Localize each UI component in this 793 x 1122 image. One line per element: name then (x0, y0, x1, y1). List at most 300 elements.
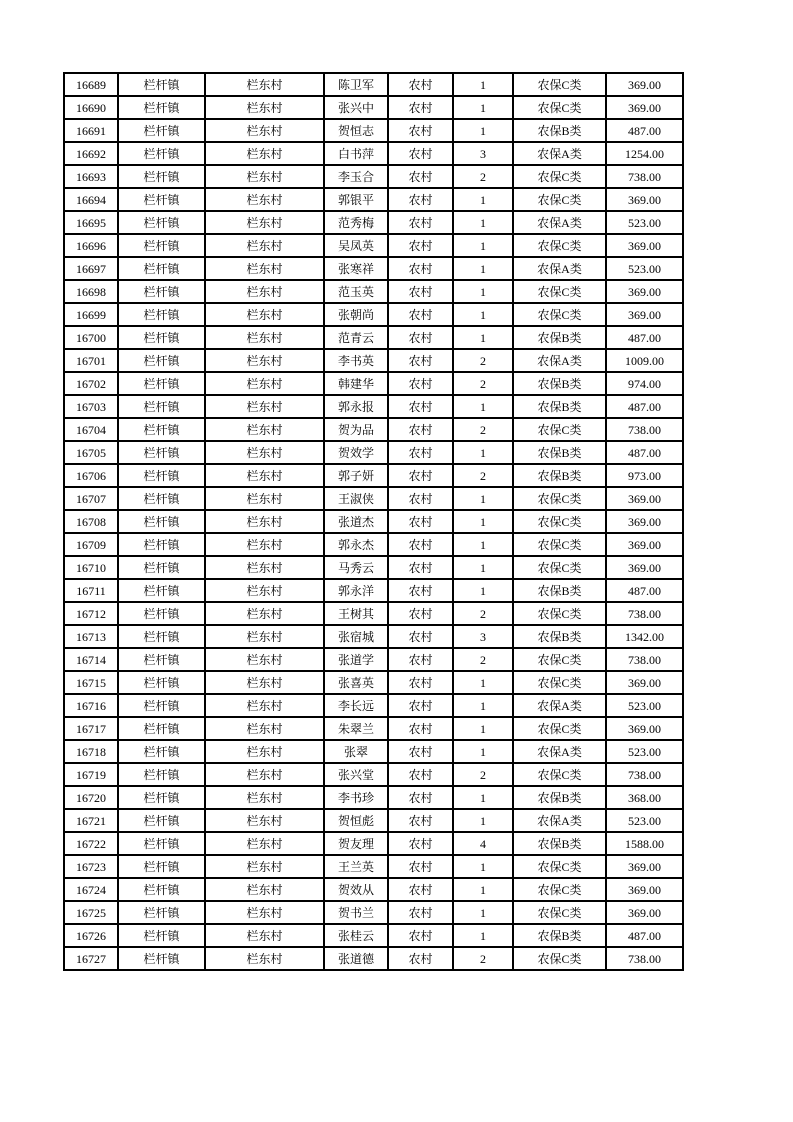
cell-name: 贺书兰 (324, 901, 388, 924)
cell-serial: 16722 (64, 832, 118, 855)
cell-amount: 738.00 (606, 947, 683, 970)
cell-village: 栏东村 (205, 372, 324, 395)
cell-area-type: 农村 (388, 786, 453, 809)
cell-person-count: 1 (453, 579, 513, 602)
cell-insurance-category: 农保C类 (513, 947, 606, 970)
cell-amount: 523.00 (606, 740, 683, 763)
cell-insurance-category: 农保C类 (513, 901, 606, 924)
cell-amount: 487.00 (606, 441, 683, 464)
cell-area-type: 农村 (388, 901, 453, 924)
cell-person-count: 1 (453, 924, 513, 947)
table-row (64, 119, 683, 142)
cell-town: 栏杆镇 (118, 533, 205, 556)
cell-amount: 1009.00 (606, 349, 683, 372)
cell-amount: 738.00 (606, 602, 683, 625)
cell-name: 郭子妍 (324, 464, 388, 487)
cell-serial: 16715 (64, 671, 118, 694)
table-row (64, 234, 683, 257)
cell-name: 朱翠兰 (324, 717, 388, 740)
cell-area-type: 农村 (388, 648, 453, 671)
cell-area-type: 农村 (388, 694, 453, 717)
cell-amount: 738.00 (606, 648, 683, 671)
cell-amount: 369.00 (606, 96, 683, 119)
cell-amount: 1342.00 (606, 625, 683, 648)
cell-village: 栏东村 (205, 234, 324, 257)
cell-person-count: 4 (453, 832, 513, 855)
cell-village: 栏东村 (205, 464, 324, 487)
cell-serial: 16724 (64, 878, 118, 901)
cell-village: 栏东村 (205, 717, 324, 740)
cell-village: 栏东村 (205, 533, 324, 556)
cell-person-count: 1 (453, 257, 513, 280)
table-row (64, 188, 683, 211)
cell-town: 栏杆镇 (118, 372, 205, 395)
table-row (64, 947, 683, 970)
cell-village: 栏东村 (205, 487, 324, 510)
cell-area-type: 农村 (388, 142, 453, 165)
cell-area-type: 农村 (388, 855, 453, 878)
cell-name: 贺恒志 (324, 119, 388, 142)
cell-person-count: 1 (453, 188, 513, 211)
cell-name: 贺效从 (324, 878, 388, 901)
table-row (64, 280, 683, 303)
cell-person-count: 3 (453, 142, 513, 165)
cell-area-type: 农村 (388, 625, 453, 648)
cell-person-count: 2 (453, 947, 513, 970)
cell-village: 栏东村 (205, 878, 324, 901)
cell-town: 栏杆镇 (118, 786, 205, 809)
cell-town: 栏杆镇 (118, 947, 205, 970)
table-row (64, 763, 683, 786)
cell-village: 栏东村 (205, 441, 324, 464)
cell-name: 王淑侠 (324, 487, 388, 510)
cell-village: 栏东村 (205, 740, 324, 763)
cell-name: 张桂云 (324, 924, 388, 947)
cell-insurance-category: 农保A类 (513, 257, 606, 280)
cell-serial: 16725 (64, 901, 118, 924)
cell-amount: 369.00 (606, 188, 683, 211)
cell-insurance-category: 农保A类 (513, 740, 606, 763)
cell-area-type: 农村 (388, 303, 453, 326)
table-row (64, 257, 683, 280)
cell-town: 栏杆镇 (118, 303, 205, 326)
cell-insurance-category: 农保B类 (513, 924, 606, 947)
cell-amount: 369.00 (606, 671, 683, 694)
cell-area-type: 农村 (388, 349, 453, 372)
cell-insurance-category: 农保B类 (513, 625, 606, 648)
table-row (64, 901, 683, 924)
cell-town: 栏杆镇 (118, 73, 205, 96)
cell-serial: 16713 (64, 625, 118, 648)
cell-serial: 16710 (64, 556, 118, 579)
cell-amount: 369.00 (606, 510, 683, 533)
cell-serial: 16700 (64, 326, 118, 349)
cell-area-type: 农村 (388, 510, 453, 533)
cell-name: 吴凤英 (324, 234, 388, 257)
table-row (64, 924, 683, 947)
cell-town: 栏杆镇 (118, 510, 205, 533)
cell-insurance-category: 农保C类 (513, 73, 606, 96)
cell-name: 李长远 (324, 694, 388, 717)
cell-amount: 369.00 (606, 487, 683, 510)
cell-area-type: 农村 (388, 96, 453, 119)
cell-serial: 16723 (64, 855, 118, 878)
cell-town: 栏杆镇 (118, 694, 205, 717)
cell-name: 李玉合 (324, 165, 388, 188)
cell-serial: 16691 (64, 119, 118, 142)
cell-person-count: 1 (453, 671, 513, 694)
cell-area-type: 农村 (388, 441, 453, 464)
cell-town: 栏杆镇 (118, 556, 205, 579)
cell-town: 栏杆镇 (118, 188, 205, 211)
cell-town: 栏杆镇 (118, 464, 205, 487)
cell-name: 张兴中 (324, 96, 388, 119)
cell-amount: 523.00 (606, 694, 683, 717)
cell-serial: 16697 (64, 257, 118, 280)
cell-insurance-category: 农保C类 (513, 487, 606, 510)
table-row (64, 717, 683, 740)
cell-serial: 16708 (64, 510, 118, 533)
cell-person-count: 2 (453, 165, 513, 188)
cell-serial: 16706 (64, 464, 118, 487)
cell-town: 栏杆镇 (118, 809, 205, 832)
cell-town: 栏杆镇 (118, 625, 205, 648)
cell-area-type: 农村 (388, 395, 453, 418)
cell-amount: 738.00 (606, 418, 683, 441)
table-row (64, 740, 683, 763)
cell-serial: 16689 (64, 73, 118, 96)
cell-person-count: 1 (453, 441, 513, 464)
cell-serial: 16704 (64, 418, 118, 441)
cell-village: 栏东村 (205, 142, 324, 165)
cell-person-count: 1 (453, 395, 513, 418)
cell-name: 张翠 (324, 740, 388, 763)
cell-area-type: 农村 (388, 947, 453, 970)
table-body (64, 73, 683, 970)
cell-insurance-category: 农保C类 (513, 556, 606, 579)
cell-insurance-category: 农保C类 (513, 717, 606, 740)
cell-village: 栏东村 (205, 349, 324, 372)
cell-village: 栏东村 (205, 671, 324, 694)
cell-town: 栏杆镇 (118, 96, 205, 119)
cell-name: 张道学 (324, 648, 388, 671)
cell-village: 栏东村 (205, 648, 324, 671)
cell-person-count: 3 (453, 625, 513, 648)
table-row (64, 671, 683, 694)
cell-name: 张道杰 (324, 510, 388, 533)
cell-person-count: 1 (453, 809, 513, 832)
cell-person-count: 1 (453, 326, 513, 349)
cell-name: 张喜英 (324, 671, 388, 694)
cell-area-type: 农村 (388, 188, 453, 211)
cell-person-count: 1 (453, 855, 513, 878)
cell-area-type: 农村 (388, 73, 453, 96)
cell-area-type: 农村 (388, 165, 453, 188)
cell-serial: 16696 (64, 234, 118, 257)
cell-area-type: 农村 (388, 832, 453, 855)
cell-insurance-category: 农保C类 (513, 648, 606, 671)
cell-insurance-category: 农保A类 (513, 211, 606, 234)
cell-insurance-category: 农保B类 (513, 579, 606, 602)
cell-name: 张寒祥 (324, 257, 388, 280)
cell-area-type: 农村 (388, 487, 453, 510)
cell-name: 白书萍 (324, 142, 388, 165)
cell-village: 栏东村 (205, 786, 324, 809)
table-row (64, 832, 683, 855)
cell-town: 栏杆镇 (118, 602, 205, 625)
cell-person-count: 1 (453, 740, 513, 763)
cell-amount: 1254.00 (606, 142, 683, 165)
cell-name: 张道德 (324, 947, 388, 970)
cell-amount: 369.00 (606, 855, 683, 878)
cell-insurance-category: 农保B类 (513, 441, 606, 464)
cell-person-count: 1 (453, 533, 513, 556)
cell-person-count: 1 (453, 211, 513, 234)
cell-area-type: 农村 (388, 671, 453, 694)
cell-insurance-category: 农保B类 (513, 372, 606, 395)
cell-village: 栏东村 (205, 257, 324, 280)
cell-insurance-category: 农保A类 (513, 349, 606, 372)
cell-insurance-category: 农保C类 (513, 533, 606, 556)
cell-town: 栏杆镇 (118, 855, 205, 878)
table-row (64, 349, 683, 372)
cell-name: 张兴堂 (324, 763, 388, 786)
cell-serial: 16718 (64, 740, 118, 763)
cell-person-count: 1 (453, 878, 513, 901)
cell-name: 范青云 (324, 326, 388, 349)
cell-serial: 16695 (64, 211, 118, 234)
cell-insurance-category: 农保C类 (513, 602, 606, 625)
cell-name: 韩建华 (324, 372, 388, 395)
table-row (64, 96, 683, 119)
cell-serial: 16692 (64, 142, 118, 165)
cell-person-count: 1 (453, 487, 513, 510)
cell-person-count: 2 (453, 464, 513, 487)
cell-serial: 16698 (64, 280, 118, 303)
cell-person-count: 1 (453, 303, 513, 326)
cell-area-type: 农村 (388, 602, 453, 625)
cell-amount: 369.00 (606, 234, 683, 257)
cell-town: 栏杆镇 (118, 395, 205, 418)
cell-name: 张宿城 (324, 625, 388, 648)
cell-name: 贺友理 (324, 832, 388, 855)
cell-person-count: 2 (453, 349, 513, 372)
cell-insurance-category: 农保C类 (513, 510, 606, 533)
cell-insurance-category: 农保C类 (513, 855, 606, 878)
cell-serial: 16690 (64, 96, 118, 119)
cell-name: 郭永杰 (324, 533, 388, 556)
table-row (64, 395, 683, 418)
cell-name: 王兰英 (324, 855, 388, 878)
cell-village: 栏东村 (205, 901, 324, 924)
cell-area-type: 农村 (388, 924, 453, 947)
cell-insurance-category: 农保C类 (513, 671, 606, 694)
cell-village: 栏东村 (205, 418, 324, 441)
cell-village: 栏东村 (205, 556, 324, 579)
cell-name: 李书英 (324, 349, 388, 372)
cell-area-type: 农村 (388, 533, 453, 556)
cell-village: 栏东村 (205, 96, 324, 119)
cell-village: 栏东村 (205, 326, 324, 349)
cell-insurance-category: 农保B类 (513, 395, 606, 418)
cell-amount: 974.00 (606, 372, 683, 395)
table-row (64, 73, 683, 96)
cell-area-type: 农村 (388, 763, 453, 786)
cell-village: 栏东村 (205, 280, 324, 303)
cell-amount: 523.00 (606, 257, 683, 280)
cell-name: 王树其 (324, 602, 388, 625)
cell-town: 栏杆镇 (118, 165, 205, 188)
cell-person-count: 1 (453, 556, 513, 579)
cell-person-count: 2 (453, 763, 513, 786)
cell-name: 郭银平 (324, 188, 388, 211)
cell-area-type: 农村 (388, 280, 453, 303)
table-row (64, 211, 683, 234)
cell-insurance-category: 农保B类 (513, 832, 606, 855)
cell-area-type: 农村 (388, 740, 453, 763)
table-row (64, 694, 683, 717)
cell-serial: 16693 (64, 165, 118, 188)
cell-person-count: 1 (453, 73, 513, 96)
cell-insurance-category: 农保C类 (513, 165, 606, 188)
cell-town: 栏杆镇 (118, 142, 205, 165)
cell-insurance-category: 农保A类 (513, 694, 606, 717)
cell-village: 栏东村 (205, 855, 324, 878)
cell-serial: 16721 (64, 809, 118, 832)
cell-person-count: 2 (453, 418, 513, 441)
cell-amount: 369.00 (606, 280, 683, 303)
cell-area-type: 农村 (388, 717, 453, 740)
cell-person-count: 1 (453, 786, 513, 809)
table-row (64, 441, 683, 464)
table-row (64, 303, 683, 326)
cell-serial: 16702 (64, 372, 118, 395)
cell-amount: 973.00 (606, 464, 683, 487)
table-row (64, 809, 683, 832)
cell-insurance-category: 农保B类 (513, 326, 606, 349)
cell-person-count: 1 (453, 96, 513, 119)
cell-village: 栏东村 (205, 924, 324, 947)
cell-town: 栏杆镇 (118, 878, 205, 901)
cell-serial: 16709 (64, 533, 118, 556)
cell-area-type: 农村 (388, 119, 453, 142)
cell-insurance-category: 农保B类 (513, 119, 606, 142)
cell-town: 栏杆镇 (118, 211, 205, 234)
cell-insurance-category: 农保B类 (513, 786, 606, 809)
cell-insurance-category: 农保C类 (513, 878, 606, 901)
cell-village: 栏东村 (205, 579, 324, 602)
cell-amount: 1588.00 (606, 832, 683, 855)
table-row (64, 165, 683, 188)
cell-area-type: 农村 (388, 579, 453, 602)
cell-amount: 369.00 (606, 901, 683, 924)
cell-serial: 16705 (64, 441, 118, 464)
cell-insurance-category: 农保C类 (513, 763, 606, 786)
cell-person-count: 2 (453, 372, 513, 395)
cell-serial: 16712 (64, 602, 118, 625)
table-row (64, 579, 683, 602)
table-row (64, 855, 683, 878)
cell-person-count: 1 (453, 901, 513, 924)
cell-village: 栏东村 (205, 763, 324, 786)
cell-amount: 368.00 (606, 786, 683, 809)
cell-name: 郭永洋 (324, 579, 388, 602)
cell-insurance-category: 农保A类 (513, 809, 606, 832)
cell-village: 栏东村 (205, 211, 324, 234)
table-row (64, 372, 683, 395)
cell-serial: 16719 (64, 763, 118, 786)
cell-amount: 369.00 (606, 73, 683, 96)
cell-serial: 16726 (64, 924, 118, 947)
table-row (64, 487, 683, 510)
cell-insurance-category: 农保C类 (513, 188, 606, 211)
cell-insurance-category: 农保C类 (513, 280, 606, 303)
cell-insurance-category: 农保C类 (513, 96, 606, 119)
cell-area-type: 农村 (388, 372, 453, 395)
cell-town: 栏杆镇 (118, 326, 205, 349)
cell-village: 栏东村 (205, 809, 324, 832)
cell-amount: 487.00 (606, 119, 683, 142)
cell-amount: 523.00 (606, 809, 683, 832)
cell-person-count: 2 (453, 648, 513, 671)
cell-village: 栏东村 (205, 188, 324, 211)
cell-town: 栏杆镇 (118, 671, 205, 694)
cell-serial: 16711 (64, 579, 118, 602)
cell-village: 栏东村 (205, 73, 324, 96)
cell-amount: 487.00 (606, 395, 683, 418)
cell-amount: 369.00 (606, 303, 683, 326)
table-row (64, 533, 683, 556)
cell-town: 栏杆镇 (118, 763, 205, 786)
cell-name: 贺效学 (324, 441, 388, 464)
cell-town: 栏杆镇 (118, 901, 205, 924)
cell-town: 栏杆镇 (118, 119, 205, 142)
cell-name: 马秀云 (324, 556, 388, 579)
cell-person-count: 1 (453, 694, 513, 717)
cell-serial: 16727 (64, 947, 118, 970)
table-row (64, 602, 683, 625)
cell-town: 栏杆镇 (118, 717, 205, 740)
cell-serial: 16703 (64, 395, 118, 418)
cell-village: 栏东村 (205, 625, 324, 648)
cell-name: 范玉英 (324, 280, 388, 303)
cell-town: 栏杆镇 (118, 648, 205, 671)
cell-person-count: 1 (453, 717, 513, 740)
cell-town: 栏杆镇 (118, 832, 205, 855)
cell-person-count: 1 (453, 234, 513, 257)
cell-serial: 16720 (64, 786, 118, 809)
cell-area-type: 农村 (388, 556, 453, 579)
cell-name: 贺恒彪 (324, 809, 388, 832)
cell-amount: 487.00 (606, 579, 683, 602)
table-row (64, 786, 683, 809)
cell-village: 栏东村 (205, 395, 324, 418)
cell-name: 贺为品 (324, 418, 388, 441)
cell-area-type: 农村 (388, 809, 453, 832)
cell-insurance-category: 农保C类 (513, 418, 606, 441)
cell-town: 栏杆镇 (118, 349, 205, 372)
cell-village: 栏东村 (205, 119, 324, 142)
cell-town: 栏杆镇 (118, 280, 205, 303)
cell-amount: 369.00 (606, 717, 683, 740)
cell-village: 栏东村 (205, 694, 324, 717)
table-row (64, 878, 683, 901)
cell-name: 郭永报 (324, 395, 388, 418)
cell-village: 栏东村 (205, 165, 324, 188)
table-row (64, 142, 683, 165)
cell-name: 李书珍 (324, 786, 388, 809)
cell-serial: 16699 (64, 303, 118, 326)
